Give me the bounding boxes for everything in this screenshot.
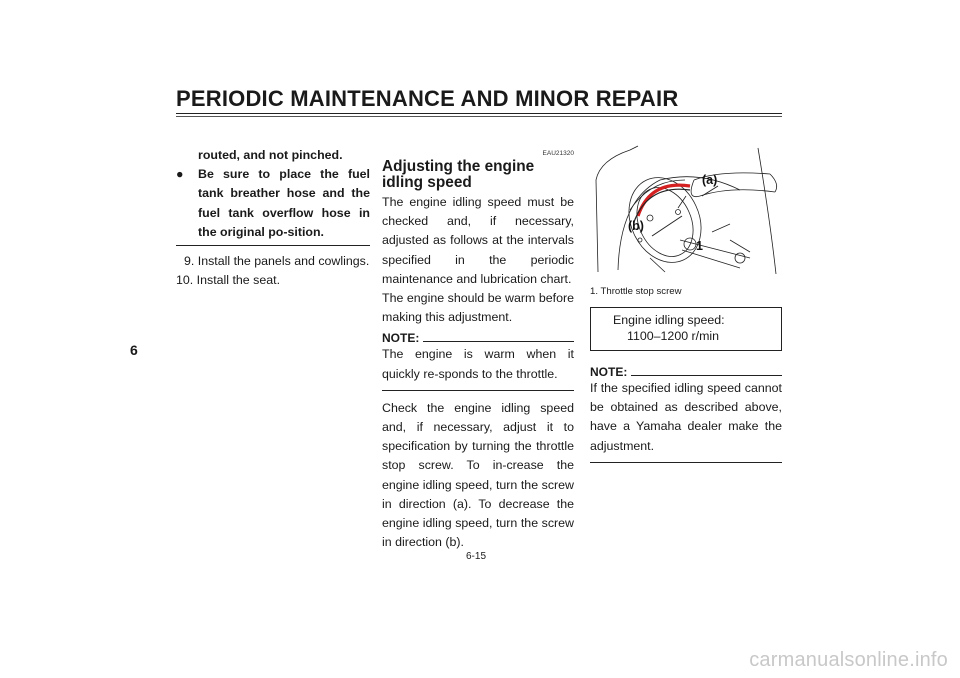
- note-text: The engine is warm when it quickly re-sponds to the throttle.: [382, 347, 574, 381]
- note-end-rule: [590, 462, 782, 463]
- left-column: [176, 146, 370, 290]
- label-b: (b): [628, 219, 644, 233]
- note-label: NOTE:: [382, 331, 420, 346]
- paragraph: Check the engine idling speed and, if necessary, adjust it to specification by turning the throttle stop screw. To in-crease the engine idling speed, turn the screw in direction (a). To decrease the engine idling speed, turn the screw in direction (b).: [382, 400, 574, 550]
- section-heading: Adjusting the engine idling speed: [382, 158, 535, 191]
- note-rule: [423, 341, 574, 342]
- step-list: [176, 252, 370, 290]
- note-text: If the specified idling speed cannot be obtained as described above, have a Yamaha dealer make the adjustment.: [590, 381, 782, 453]
- section-code: EAU21320: [542, 150, 574, 157]
- title-rule-thin: [176, 116, 782, 117]
- figure-caption: 1. Throttle stop screw: [590, 286, 682, 297]
- note-end-rule: [382, 390, 574, 391]
- step-item: 9. Install the panels and cowlings.: [184, 254, 370, 269]
- bullet-text: Be sure to place the fuel tank breather hose and the fuel tank overflow hose in the original po-sition.: [198, 167, 370, 239]
- note-header: [382, 331, 574, 345]
- throttle-illustration: [590, 140, 782, 278]
- middle-column: [382, 150, 574, 552]
- throttle-figure: [590, 140, 782, 278]
- note-rule: [631, 375, 782, 376]
- warning-end-rule: [176, 245, 370, 246]
- chapter-tab: 6: [130, 342, 138, 358]
- paragraph: The engine idling speed must be checked and, if necessary, adjusted as follows at the intervals specified in the periodic maintenance and lubrication chart.: [382, 195, 574, 286]
- paragraph: The engine should be warm before making this adjustment.: [382, 291, 574, 325]
- page-title: PERIODIC MAINTENANCE AND MINOR REPAIR: [176, 86, 679, 111]
- warning-continuation: routed, and not pinched.: [198, 148, 343, 162]
- note-label: NOTE:: [590, 365, 628, 379]
- warning-bullet: [176, 165, 370, 242]
- label-a: (a): [702, 173, 718, 187]
- note-header: [590, 365, 782, 379]
- step-item: 10. Install the seat.: [176, 273, 281, 288]
- bullet-icon: ●: [176, 167, 184, 182]
- spec-box: [590, 307, 782, 351]
- title-rule: [176, 113, 782, 114]
- right-column: [590, 140, 782, 471]
- watermark: carmanualsonline.info: [749, 649, 948, 671]
- spec-label: Engine idling speed:: [613, 313, 725, 327]
- spec-value: 1100–1200 r/min: [627, 329, 720, 343]
- label-1: 1: [696, 239, 703, 253]
- page-number: 6-15: [466, 551, 487, 562]
